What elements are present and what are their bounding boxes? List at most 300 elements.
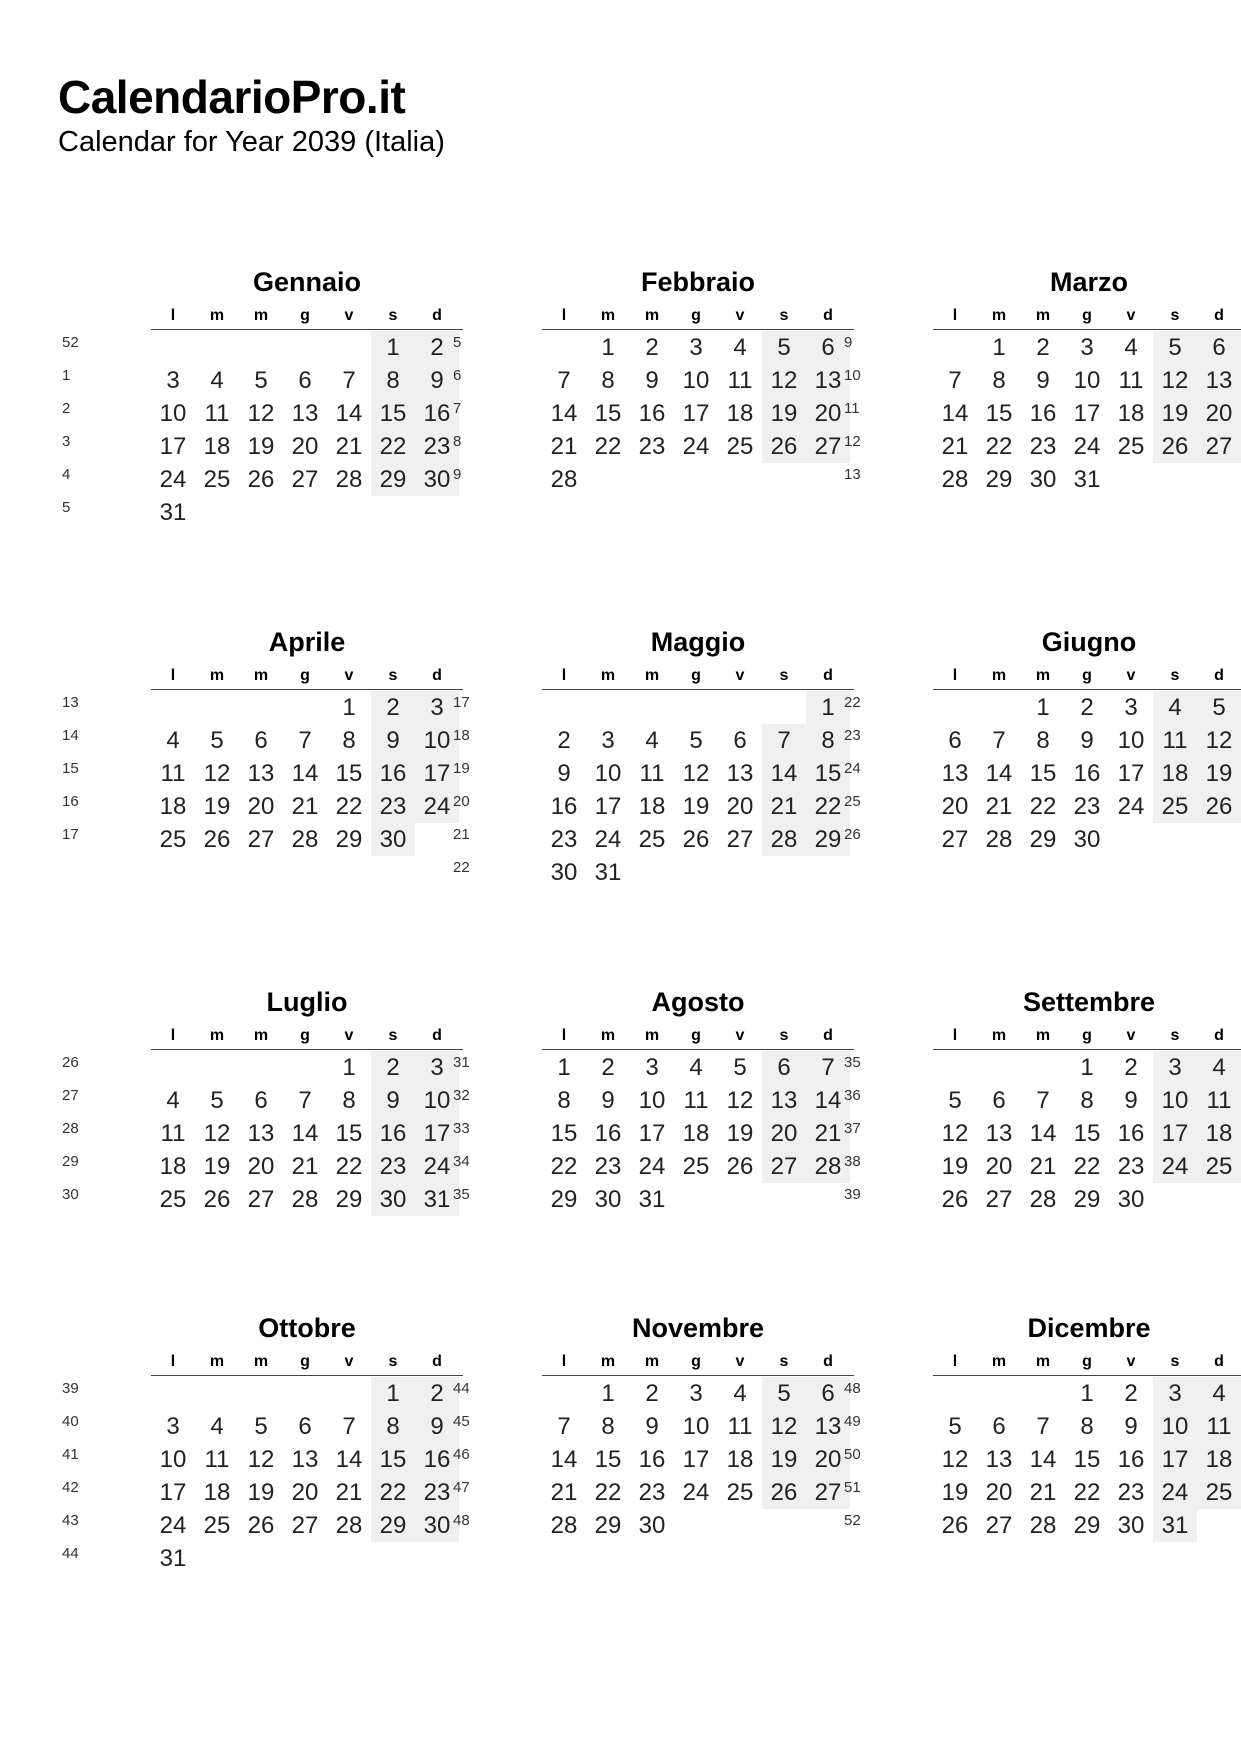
day-cell: 31 [159, 499, 187, 526]
month-title: Ottobre [258, 1313, 356, 1343]
weekday-label: m [644, 1027, 660, 1044]
weekday-label: m [991, 1027, 1007, 1044]
week-number: 4 [62, 466, 71, 483]
week-number: 24 [844, 760, 861, 777]
day-cell: 4 [210, 1413, 224, 1440]
day-cell: 16 [1073, 760, 1101, 787]
day-cell: 6 [254, 727, 268, 754]
weekday-label: d [1214, 667, 1224, 684]
week-number: 17 [453, 694, 470, 711]
weekend-day-cell: 22 [371, 430, 415, 463]
weekday-label: m [253, 667, 269, 684]
weekday-label: d [823, 1353, 833, 1370]
week-number: 5 [453, 334, 462, 351]
week-number: 3 [62, 433, 71, 450]
week-number: 44 [62, 1545, 79, 1562]
weekday-label: s [779, 667, 789, 684]
weekend-day-cell: 16 [371, 1117, 415, 1150]
day-cell: 1 [557, 1054, 571, 1081]
week-number: 42 [62, 1479, 79, 1496]
day-cell: 5 [689, 727, 703, 754]
day-cell: 8 [1080, 1413, 1094, 1440]
day-cell: 15 [985, 400, 1013, 427]
week-number: 5 [62, 499, 71, 516]
day-cell: 22 [335, 1153, 363, 1180]
day-cell: 30 [1117, 1512, 1145, 1539]
day-cell: 23 [638, 433, 666, 460]
day-cell: 26 [941, 1186, 969, 1213]
day-cell: 5 [254, 367, 268, 394]
day-cell: 1 [601, 334, 615, 361]
week-number: 31 [453, 1054, 470, 1071]
day-cell: 3 [166, 367, 180, 394]
weekend-day-cell: 13 [762, 1084, 806, 1117]
day-cell: 4 [166, 1087, 180, 1114]
day-cell: 27 [247, 1186, 275, 1213]
weekday-label: m [253, 307, 269, 324]
day-cell: 3 [1080, 334, 1094, 361]
weekend-day-cell: 2 [415, 1377, 459, 1410]
day-cell: 11 [160, 1120, 186, 1147]
day-cell: 6 [298, 1413, 312, 1440]
day-cell: 24 [1073, 433, 1101, 460]
day-cell: 17 [159, 1479, 187, 1506]
day-cell: 14 [291, 1120, 319, 1147]
weekend-day-cell: 10 [415, 724, 459, 757]
week-number: 33 [453, 1120, 470, 1137]
day-cell: 23 [594, 1153, 622, 1180]
weekend-day-cell: 19 [1197, 757, 1241, 790]
weekend-day-cell: 10 [415, 1084, 459, 1117]
week-number: 48 [844, 1380, 861, 1397]
weekday-label: d [1214, 1353, 1224, 1370]
day-cell: 31 [1073, 466, 1101, 493]
weekend-day-cell: 12 [1153, 364, 1197, 397]
site-title: CalendarioPro.it [58, 71, 406, 123]
day-cell: 25 [159, 826, 187, 853]
weekend-day-cell: 21 [762, 790, 806, 823]
day-cell: 11 [160, 760, 186, 787]
header-rule [933, 329, 1241, 330]
weekend-day-cell: 24 [1153, 1476, 1197, 1509]
day-cell: 10 [159, 1446, 187, 1473]
day-cell: 14 [1029, 1446, 1057, 1473]
day-cell: 9 [645, 1413, 659, 1440]
day-cell: 7 [1036, 1413, 1050, 1440]
weekday-label: g [691, 1353, 701, 1370]
day-cell: 25 [638, 826, 666, 853]
weekend-day-cell: 15 [806, 757, 850, 790]
day-cell: 24 [682, 1479, 710, 1506]
day-cell: 21 [291, 793, 319, 820]
day-cell: 10 [1117, 727, 1145, 754]
day-cell: 20 [985, 1153, 1013, 1180]
day-cell: 25 [682, 1153, 710, 1180]
week-number: 35 [453, 1186, 470, 1203]
day-cell: 17 [1117, 760, 1145, 787]
day-cell: 16 [594, 1120, 622, 1147]
day-cell: 15 [1029, 760, 1057, 787]
day-cell: 8 [601, 1413, 615, 1440]
weekday-label: d [432, 1027, 442, 1044]
weekday-label: s [1170, 667, 1180, 684]
day-cell: 4 [689, 1054, 703, 1081]
day-cell: 5 [254, 1413, 268, 1440]
day-cell: 1 [342, 1054, 356, 1081]
day-cell: 2 [557, 727, 571, 754]
weekend-day-cell: 3 [415, 1051, 459, 1084]
weekend-day-cell: 30 [371, 1183, 415, 1216]
day-cell: 10 [1073, 367, 1101, 394]
day-cell: 5 [210, 727, 224, 754]
day-cell: 11 [639, 760, 665, 787]
day-cell: 12 [247, 1446, 275, 1473]
day-cell: 20 [247, 1153, 275, 1180]
weekday-label: l [952, 667, 958, 684]
weekday-header [62, 1351, 463, 1373]
day-cell: 23 [1029, 433, 1057, 460]
day-cell: 2 [601, 1054, 615, 1081]
weekend-day-cell: 2 [371, 691, 415, 724]
weekday-header [844, 665, 1241, 687]
day-cell: 17 [159, 433, 187, 460]
day-cell: 24 [594, 826, 622, 853]
day-cell: 16 [1117, 1120, 1145, 1147]
weekday-label: s [779, 1027, 789, 1044]
weekday-label: s [1170, 307, 1180, 324]
day-cell: 8 [1036, 727, 1050, 754]
week-number: 23 [844, 727, 861, 744]
weekend-day-cell: 26 [762, 1476, 806, 1509]
weekend-day-cell: 8 [371, 1410, 415, 1443]
weekend-day-cell: 13 [806, 1410, 850, 1443]
day-cell: 25 [203, 1512, 231, 1539]
day-cell: 14 [335, 1446, 363, 1473]
week-number: 26 [62, 1054, 79, 1071]
day-cell: 8 [992, 367, 1006, 394]
day-cell: 14 [550, 1446, 578, 1473]
day-cell: 27 [247, 826, 275, 853]
weekday-label: m [1035, 1027, 1051, 1044]
day-cell: 17 [682, 400, 710, 427]
week-number: 7 [453, 400, 462, 417]
day-cell: 9 [1080, 727, 1094, 754]
day-cell: 26 [941, 1512, 969, 1539]
weekday-label: s [1170, 1353, 1180, 1370]
day-cell: 21 [1029, 1479, 1057, 1506]
weekend-day-cell: 31 [415, 1183, 459, 1216]
weekday-label: m [991, 667, 1007, 684]
day-cell: 8 [557, 1087, 571, 1114]
day-cell: 1 [1036, 694, 1050, 721]
weekday-label: m [209, 307, 225, 324]
day-cell: 20 [726, 793, 754, 820]
day-cell: 20 [941, 793, 969, 820]
weekday-label: l [561, 307, 567, 324]
day-cell: 14 [985, 760, 1013, 787]
day-cell: 7 [298, 1087, 312, 1114]
day-cell: 18 [203, 1479, 231, 1506]
day-cell: 25 [1117, 433, 1145, 460]
weekend-day-cell: 1 [806, 691, 850, 724]
weekday-label: s [1170, 1027, 1180, 1044]
day-cell: 22 [1029, 793, 1057, 820]
weekend-day-cell: 31 [1153, 1509, 1197, 1542]
day-cell: 16 [550, 793, 578, 820]
weekday-label: d [823, 1027, 833, 1044]
day-cell: 25 [159, 1186, 187, 1213]
weekend-day-cell: 9 [415, 364, 459, 397]
weekday-header [844, 1351, 1241, 1373]
day-cell: 23 [1117, 1479, 1145, 1506]
day-cell: 16 [1117, 1446, 1145, 1473]
weekday-label: g [300, 1353, 310, 1370]
header-rule [542, 1049, 854, 1050]
weekday-label: m [991, 307, 1007, 324]
day-cell: 3 [601, 727, 615, 754]
weekday-label: d [1214, 307, 1224, 324]
week-number: 34 [453, 1153, 470, 1170]
day-cell: 31 [159, 1545, 187, 1572]
weekday-label: d [432, 667, 442, 684]
day-cell: 2 [1036, 334, 1050, 361]
day-cell: 6 [298, 367, 312, 394]
weekend-day-cell: 29 [371, 1509, 415, 1542]
day-cell: 6 [733, 727, 747, 754]
day-cell: 26 [203, 1186, 231, 1213]
week-number: 47 [453, 1479, 470, 1496]
day-cell: 19 [203, 793, 231, 820]
day-cell: 28 [941, 466, 969, 493]
weekday-header [62, 305, 463, 327]
day-cell: 19 [941, 1153, 969, 1180]
week-number: 8 [453, 433, 462, 450]
day-cell: 21 [291, 1153, 319, 1180]
week-number: 41 [62, 1446, 79, 1463]
day-cell: 29 [335, 1186, 363, 1213]
day-cell: 10 [682, 367, 710, 394]
header-rule [933, 1375, 1241, 1376]
day-cell: 7 [342, 1413, 356, 1440]
day-cell: 27 [291, 1512, 319, 1539]
weekday-header [453, 1351, 854, 1373]
weekday-label: g [1082, 307, 1092, 324]
weekend-day-cell: 5 [1153, 331, 1197, 364]
weekday-label: g [1082, 1353, 1092, 1370]
weekday-label: s [779, 1353, 789, 1370]
day-cell: 26 [726, 1153, 754, 1180]
week-number: 28 [62, 1120, 79, 1137]
weekend-day-cell: 30 [371, 823, 415, 856]
weekday-label: m [1035, 307, 1051, 324]
day-cell: 30 [1073, 826, 1101, 853]
weekday-label: s [388, 667, 398, 684]
weekday-label: m [253, 1027, 269, 1044]
day-cell: 10 [682, 1413, 710, 1440]
week-number: 39 [844, 1186, 861, 1203]
weekend-day-cell: 23 [415, 430, 459, 463]
weekday-label: g [691, 307, 701, 324]
header-rule [151, 329, 463, 330]
day-cell: 31 [638, 1186, 666, 1213]
weekend-day-cell: 23 [371, 790, 415, 823]
day-cell: 20 [291, 1479, 319, 1506]
day-cell: 15 [335, 760, 363, 787]
week-number: 51 [844, 1479, 861, 1496]
weekend-day-cell: 18 [1197, 1443, 1241, 1476]
day-cell: 22 [1073, 1479, 1101, 1506]
weekend-day-cell: 23 [415, 1476, 459, 1509]
week-number: 11 [844, 400, 860, 417]
week-number: 43 [62, 1512, 79, 1529]
day-cell: 3 [1124, 694, 1138, 721]
weekday-label: g [1082, 1027, 1092, 1044]
weekday-label: l [952, 307, 958, 324]
weekend-day-cell: 15 [371, 397, 415, 430]
day-cell: 26 [203, 826, 231, 853]
header-rule [542, 689, 854, 690]
week-number: 13 [844, 466, 861, 483]
weekday-label: v [1126, 1353, 1136, 1370]
weekday-label: l [561, 667, 567, 684]
day-cell: 21 [335, 1479, 363, 1506]
weekday-label: v [344, 1027, 354, 1044]
weekend-day-cell: 24 [1153, 1150, 1197, 1183]
day-cell: 28 [291, 826, 319, 853]
weekend-day-cell: 12 [762, 1410, 806, 1443]
weekday-header [453, 665, 854, 687]
weekday-label: m [209, 1027, 225, 1044]
weekend-day-cell: 25 [1197, 1476, 1241, 1509]
weekend-day-cell: 20 [1197, 397, 1241, 430]
weekend-day-cell: 28 [806, 1150, 850, 1183]
day-cell: 13 [291, 1446, 319, 1473]
day-cell: 13 [247, 760, 275, 787]
day-cell: 21 [335, 433, 363, 460]
weekday-label: l [170, 667, 176, 684]
day-cell: 30 [594, 1186, 622, 1213]
day-cell: 4 [166, 727, 180, 754]
day-cell: 29 [1073, 1512, 1101, 1539]
weekend-day-cell: 23 [371, 1150, 415, 1183]
weekday-label: l [561, 1353, 567, 1370]
day-cell: 28 [335, 466, 363, 493]
week-number: 10 [844, 367, 861, 384]
day-cell: 19 [682, 793, 710, 820]
month-title: Settembre [1022, 987, 1156, 1017]
day-cell: 15 [550, 1120, 578, 1147]
day-cell: 6 [992, 1413, 1006, 1440]
week-number: 30 [62, 1186, 79, 1203]
weekend-day-cell: 7 [762, 724, 806, 757]
weekend-day-cell: 27 [806, 430, 850, 463]
weekend-day-cell: 1 [371, 331, 415, 364]
day-cell: 24 [682, 433, 710, 460]
weekday-label: m [209, 667, 225, 684]
week-number: 40 [62, 1413, 79, 1430]
day-cell: 20 [247, 793, 275, 820]
day-cell: 28 [1029, 1512, 1057, 1539]
day-cell: 25 [726, 433, 754, 460]
day-cell: 14 [335, 400, 363, 427]
month-title: Novembre [631, 1313, 765, 1343]
week-number: 15 [62, 760, 79, 777]
day-cell: 16 [638, 1446, 666, 1473]
weekend-day-cell: 5 [762, 1377, 806, 1410]
weekday-label: l [952, 1027, 958, 1044]
day-cell: 23 [550, 826, 578, 853]
day-cell: 14 [1029, 1120, 1057, 1147]
day-cell: 17 [1073, 400, 1101, 427]
weekend-day-cell: 1 [371, 1377, 415, 1410]
calendar-subtitle: Calendar for Year 2039 (Italia) [58, 126, 445, 158]
weekday-label: m [600, 667, 616, 684]
day-cell: 18 [682, 1120, 710, 1147]
weekend-day-cell: 11 [1153, 724, 1197, 757]
weekend-day-cell: 19 [1153, 397, 1197, 430]
day-cell: 4 [645, 727, 659, 754]
weekday-label: m [600, 1353, 616, 1370]
month-title: Gennaio [252, 267, 361, 297]
weekend-day-cell: 8 [371, 364, 415, 397]
week-number: 38 [844, 1153, 861, 1170]
week-number: 22 [453, 859, 470, 876]
weekday-label: g [300, 1027, 310, 1044]
day-cell: 21 [1029, 1153, 1057, 1180]
weekend-day-cell: 3 [415, 691, 459, 724]
day-cell: 22 [594, 1479, 622, 1506]
weekend-day-cell: 8 [806, 724, 850, 757]
day-cell: 12 [203, 760, 231, 787]
day-cell: 18 [159, 793, 187, 820]
day-cell: 24 [159, 466, 187, 493]
week-number: 9 [844, 334, 853, 351]
day-cell: 7 [298, 727, 312, 754]
weekend-day-cell: 20 [762, 1117, 806, 1150]
day-cell: 27 [726, 826, 754, 853]
weekday-label: g [691, 1027, 701, 1044]
day-cell: 3 [689, 1380, 703, 1407]
weekday-header [453, 305, 854, 327]
weekday-label: v [735, 307, 745, 324]
day-cell: 9 [1124, 1087, 1138, 1114]
week-number: 29 [62, 1153, 79, 1170]
day-cell: 4 [1124, 334, 1138, 361]
day-cell: 15 [335, 1120, 363, 1147]
weekend-day-cell: 30 [415, 1509, 459, 1542]
week-number: 6 [453, 367, 462, 384]
day-cell: 22 [985, 433, 1013, 460]
week-number: 46 [453, 1446, 470, 1463]
week-number: 49 [844, 1413, 861, 1430]
day-cell: 18 [1117, 400, 1145, 427]
day-cell: 14 [291, 760, 319, 787]
day-cell: 11 [204, 400, 230, 427]
day-cell: 15 [1073, 1120, 1101, 1147]
weekend-day-cell: 5 [1197, 691, 1241, 724]
weekday-label: g [691, 667, 701, 684]
weekend-day-cell: 21 [806, 1117, 850, 1150]
weekday-label: m [644, 307, 660, 324]
day-cell: 29 [1073, 1186, 1101, 1213]
weekend-day-cell: 26 [1197, 790, 1241, 823]
month-title: Agosto [651, 987, 745, 1017]
day-cell: 15 [594, 1446, 622, 1473]
day-cell: 16 [638, 400, 666, 427]
week-number: 48 [453, 1512, 470, 1529]
weekend-day-cell: 26 [762, 430, 806, 463]
day-cell: 12 [203, 1120, 231, 1147]
